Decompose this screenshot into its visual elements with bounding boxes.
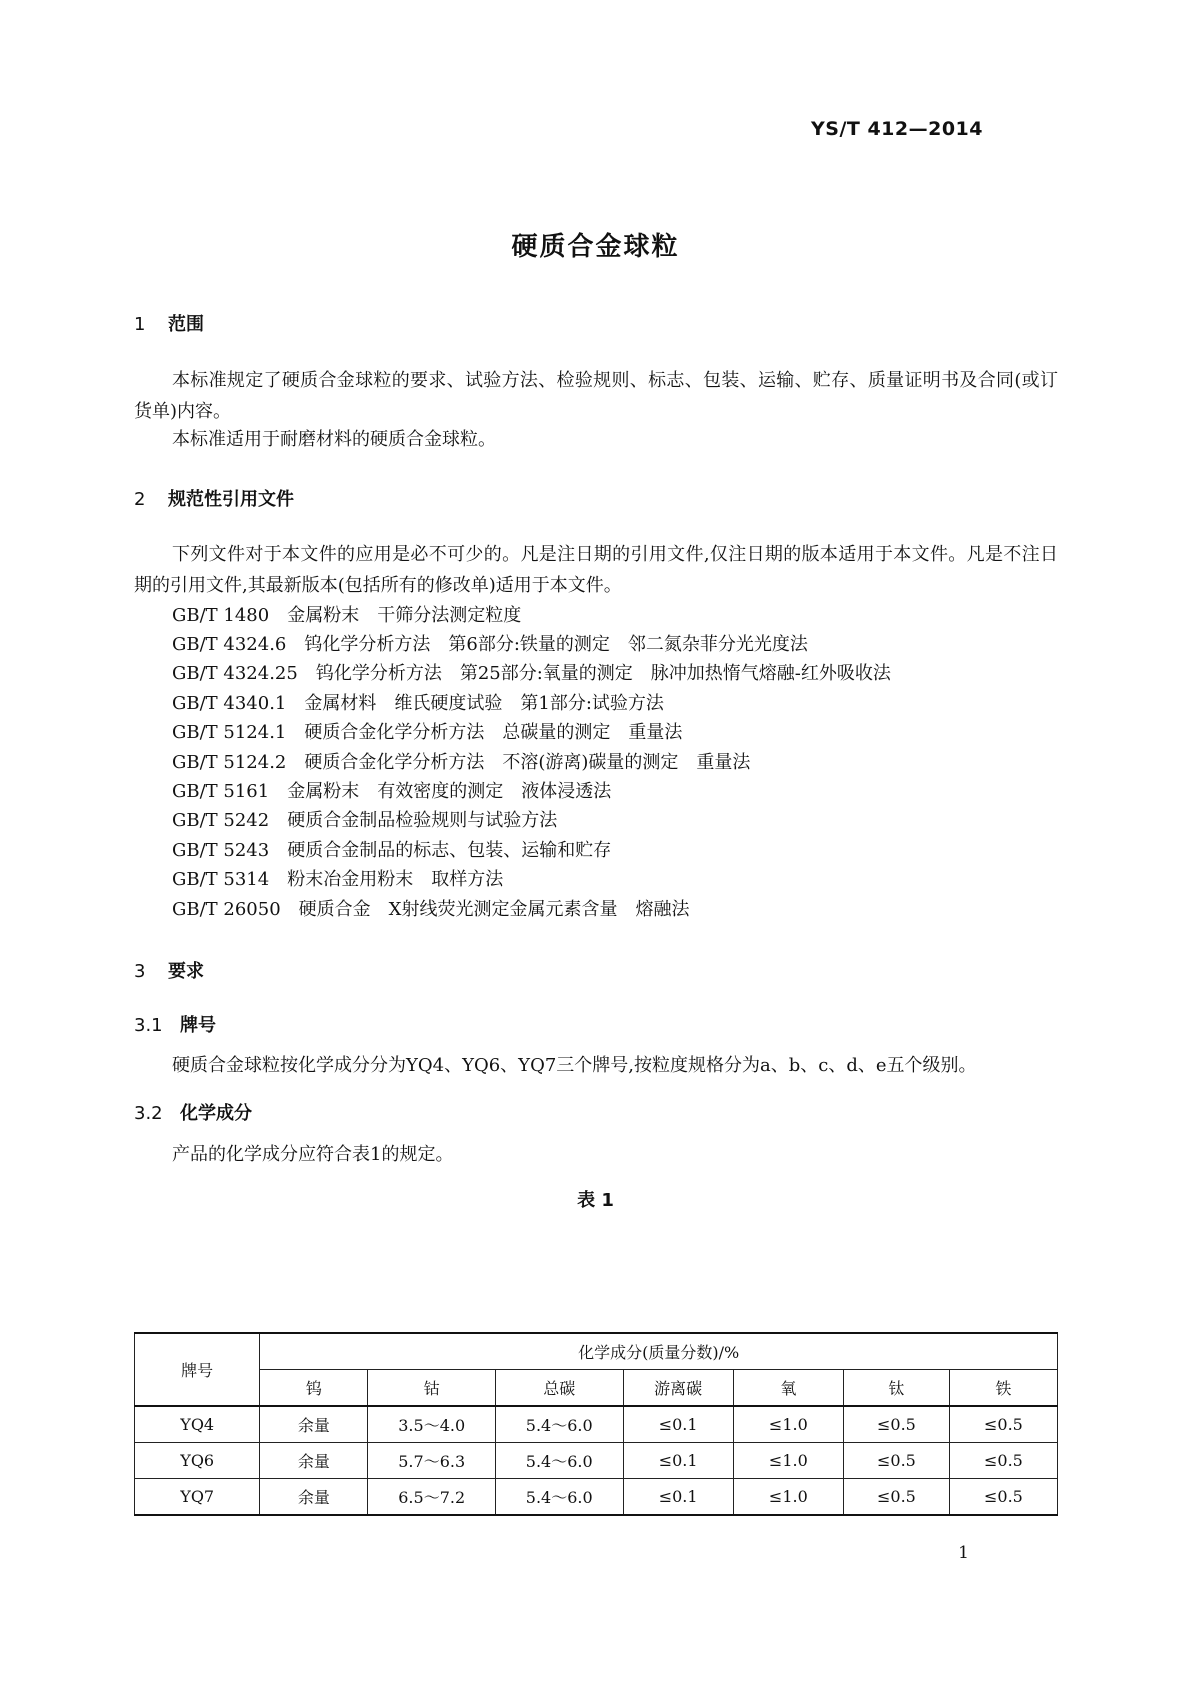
reference-title: 钨化学分析方法 第6部分:铁量的测定 邻二氮杂菲分光光度法: [304, 634, 808, 655]
reference-item: [172, 805, 575, 836]
reference-code: GB/T 5124.1: [172, 722, 287, 743]
table-cell: ≤0.5: [949, 1406, 1057, 1443]
section-title: 规范性引用文件: [168, 489, 294, 510]
subsection-number: 3.1: [134, 1015, 163, 1036]
reference-title: 硬质合金制品的标志、包装、运输和贮存: [287, 840, 612, 861]
table-cell: ≤0.5: [843, 1406, 949, 1443]
reference-code: GB/T 4324.25: [172, 663, 298, 684]
reference-item: [172, 629, 826, 660]
table-cell: 5.4～6.0: [495, 1443, 623, 1479]
grade-cell: YQ7: [135, 1479, 260, 1516]
chemical-composition-table: [134, 1332, 1058, 1516]
reference-title: 金属材料 维氏硬度试验 第1部分:试验方法: [304, 693, 664, 714]
reference-title: 硬质合金化学分析方法 总碳量的测定 重量法: [304, 722, 683, 743]
paragraph: 本标准规定了硬质合金球粒的要求、试验方法、检验规则、标志、包装、运输、贮存、质量证明书及合同(或订货单)内容。: [134, 370, 1058, 422]
column-header: 钨: [260, 1370, 368, 1407]
reference-item: [172, 688, 682, 719]
reference-item: [172, 658, 909, 689]
table-cell: 余量: [260, 1443, 368, 1479]
reference-title: 硬质合金 X射线荧光测定金属元素含量 熔融法: [298, 899, 690, 920]
reference-code: GB/T 26050: [172, 899, 281, 920]
reference-title: 硬质合金制品检验规则与试验方法: [287, 810, 558, 831]
column-header: 钛: [843, 1370, 949, 1407]
table-cell: ≤0.5: [949, 1479, 1057, 1516]
reference-code: GB/T 5161: [172, 781, 270, 802]
document-title: 硬质合金球粒: [511, 232, 680, 262]
reference-title: 粉末冶金用粉末 取样方法: [287, 869, 504, 890]
table-cell: ≤0.5: [843, 1479, 949, 1516]
table-row: [135, 1406, 1058, 1443]
column-header: 氧: [733, 1370, 843, 1407]
table-subheader-row: [135, 1370, 1058, 1407]
section-number: 3: [134, 961, 146, 982]
reference-title: 金属粉末 干筛分法测定粒度: [287, 605, 522, 626]
grade-cell: YQ6: [135, 1443, 260, 1479]
reference-title: 硬质合金化学分析方法 不溶(游离)碳量的测定 重量法: [304, 752, 751, 773]
reference-code: GB/T 4340.1: [172, 693, 287, 714]
standard-code: YS/T 412—2014: [811, 118, 983, 140]
table-cell: ≤1.0: [733, 1443, 843, 1479]
table-cell: 5.7～6.3: [368, 1443, 496, 1479]
section-number: 1: [134, 314, 146, 335]
column-header: 钴: [368, 1370, 496, 1407]
table-cell: 5.4～6.0: [495, 1479, 623, 1516]
table-row: [135, 1479, 1058, 1516]
table-cell: ≤1.0: [733, 1479, 843, 1516]
reference-item: [172, 894, 707, 925]
paragraph: 下列文件对于本文件的应用是必不可少的。凡是注日期的引用文件,仅注日期的版本适用于本文件。凡是不注日期的引用文件,其最新版本(包括所有的修改单)适用于本文件。: [134, 544, 1058, 596]
grade-cell: YQ4: [135, 1406, 260, 1443]
grade-header: 牌号: [135, 1333, 260, 1406]
section-3-heading: [134, 957, 204, 983]
table-cell: 3.5～4.0: [368, 1406, 496, 1443]
reference-title: 金属粉末 有效密度的测定 液体浸透法: [287, 781, 612, 802]
table-cell: ≤0.5: [843, 1443, 949, 1479]
reference-code: GB/T 4324.6: [172, 634, 287, 655]
section-2-heading: [134, 485, 294, 511]
table-cell: ≤0.1: [623, 1406, 733, 1443]
reference-code: GB/T 5243: [172, 840, 270, 861]
table-cell: ≤0.1: [623, 1443, 733, 1479]
page-number: 1: [958, 1543, 969, 1563]
table-cell: ≤0.1: [623, 1479, 733, 1516]
section-1-heading: [134, 310, 204, 336]
table-header-row: [135, 1333, 1058, 1370]
subsection-title: 化学成分: [180, 1103, 252, 1124]
section-number: 2: [134, 489, 146, 510]
table-cell: 5.4～6.0: [495, 1406, 623, 1443]
column-header: 铁: [949, 1370, 1057, 1407]
table-cell: ≤1.0: [733, 1406, 843, 1443]
table-cell: 余量: [260, 1479, 368, 1516]
subsection-title: 牌号: [180, 1015, 216, 1036]
paragraph: 本标准适用于耐磨材料的硬质合金球粒。: [172, 429, 496, 450]
table-cell: 余量: [260, 1406, 368, 1443]
reference-code: GB/T 1480: [172, 605, 270, 626]
reference-item: [172, 717, 700, 748]
reference-code: GB/T 5124.2: [172, 752, 287, 773]
composition-group-header: 化学成分(质量分数)/%: [260, 1333, 1058, 1370]
subsection-3-1-heading: [134, 1011, 216, 1037]
table-cell: ≤0.5: [949, 1443, 1057, 1479]
reference-item: [172, 864, 521, 895]
reference-item: [172, 835, 629, 866]
column-header: 游离碳: [623, 1370, 733, 1407]
section-title: 要求: [168, 961, 204, 982]
reference-item: [172, 600, 539, 631]
reference-item: [172, 776, 629, 807]
subsection-number: 3.2: [134, 1103, 163, 1124]
table-cell: 6.5～7.2: [368, 1479, 496, 1516]
table-row: [135, 1443, 1058, 1479]
reference-item: [172, 747, 768, 778]
reference-title: 钨化学分析方法 第25部分:氧量的测定 脉冲加热惰气熔融-红外吸收法: [315, 663, 891, 684]
reference-code: GB/T 5314: [172, 869, 270, 890]
paragraph: 硬质合金球粒按化学成分分为YQ4、YQ6、YQ7三个牌号,按粒度规格分为a、b、c、d、e五个级别。: [172, 1055, 977, 1076]
column-header: 总碳: [495, 1370, 623, 1407]
paragraph: 产品的化学成分应符合表1的规定。: [172, 1144, 454, 1165]
section-title: 范围: [168, 314, 204, 335]
subsection-3-2-heading: [134, 1099, 252, 1125]
table-caption: 表 1: [577, 1190, 614, 1211]
reference-code: GB/T 5242: [172, 810, 270, 831]
